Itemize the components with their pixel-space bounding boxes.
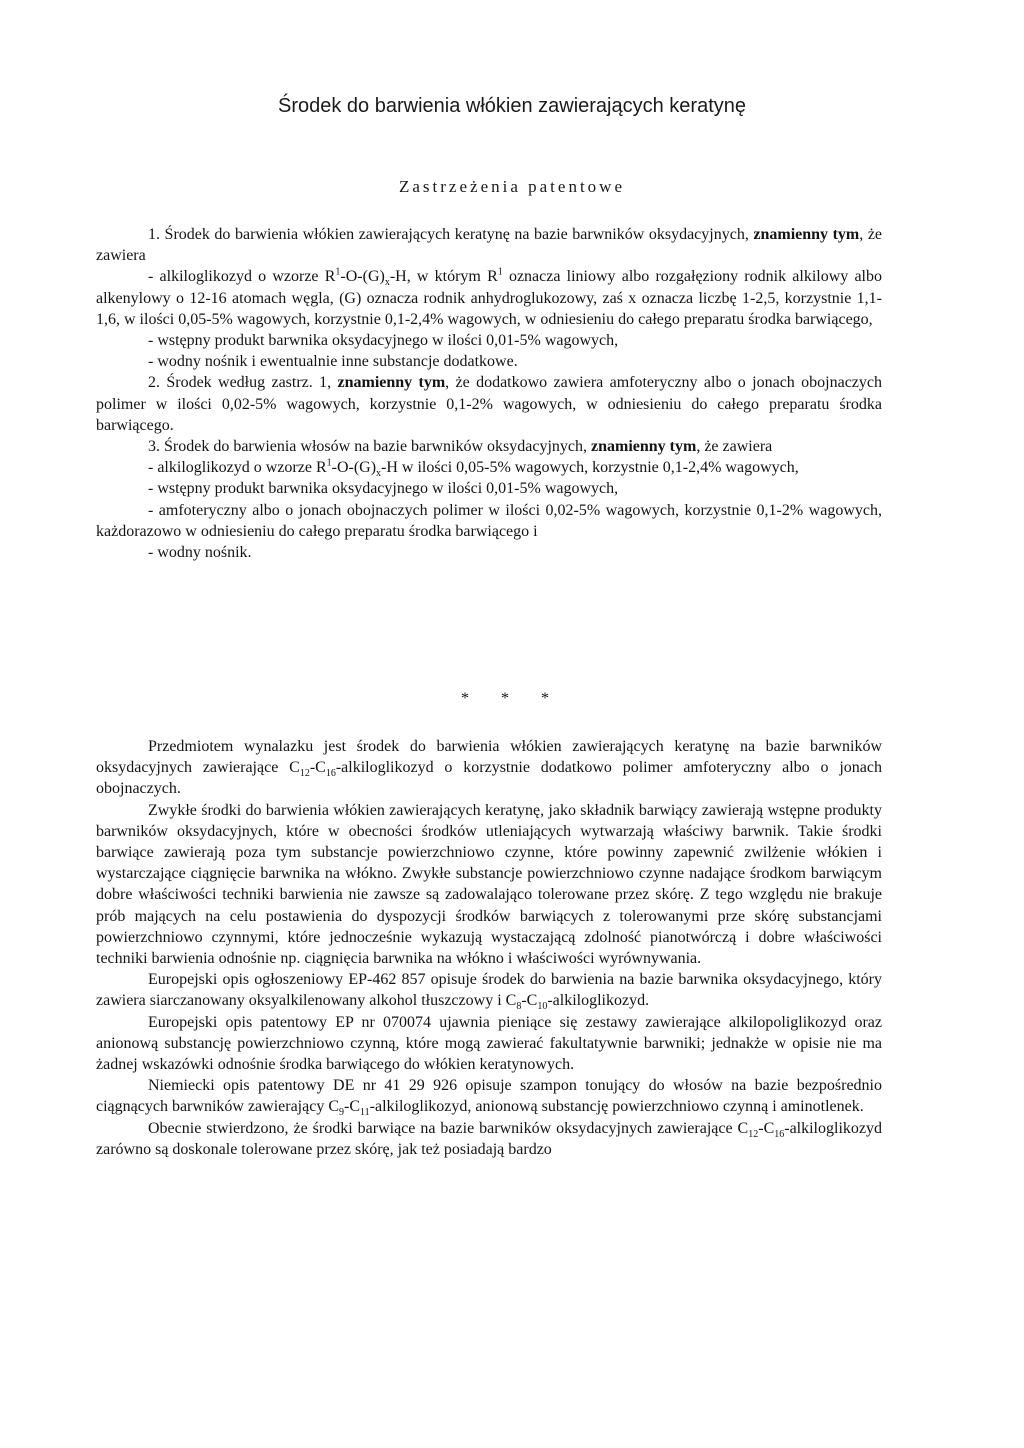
claim-text: -O-(G) [340, 268, 385, 286]
paragraph-text: Europejski opis ogłoszeniowy EP-462 857 opisuje środek do barwienia na bazie barwnika oksydacyjnego, który zawiera siarczanowany oksyalkilenowany alkohol tłuszczowy i C [96, 971, 882, 1010]
claim-text: Środek do barwienia włókien zawierających keratynę na bazie barwników oksydacyjnych, [160, 226, 754, 243]
subscript: 10 [537, 1001, 548, 1013]
claims-heading: Zastrzeżenia patentowe [399, 177, 625, 196]
subscript: x [376, 468, 382, 480]
description-paragraph [96, 1075, 882, 1117]
claim-keyword: znamienny tym [753, 226, 860, 243]
claim-text: oznacza liniowy albo rozgałęziony rodnik alkilowy albo alkenylowy o 12-16 atomach węgla, (G) oznacza rodnik anhydroglukozowy, zaś x oznacza liczbę 1-2,5, korzystnie 1,1-1,6, w ilości 0,05-5% wagowych, korzystnie 0,1-2,4% wagowych, w odniesieniu do całego preparatu środka barwiącego, [96, 268, 882, 328]
claim-text: , że zawiera [96, 226, 883, 265]
claim-text: -H, w którym R [389, 268, 498, 286]
paragraph-text: -alkiloglikozyd. [547, 992, 650, 1010]
subscript: 16 [774, 1128, 785, 1140]
claim-1-item-1 [96, 266, 882, 330]
paragraph-text: Przedmiotem wynalazku jest środek do barwienia włókien zawierających keratynę na bazie barwników oksydacyjnych zawierające C [96, 738, 882, 777]
subscript: x [384, 277, 390, 289]
claim-number: 2. [148, 374, 160, 392]
superscript: 1 [335, 267, 341, 279]
claim-3-item-4: - wodny nośnik. [148, 544, 252, 562]
subscript: 9 [339, 1107, 344, 1119]
claim-number: 3. [148, 438, 160, 456]
claim-keyword: znamienny tym [337, 374, 446, 392]
paragraph-text: Niemiecki opis patentowy DE nr 41 29 926 opisuje szampon tonujący do włosów na bazie bezpośrednio ciągnących barwników zawierający C [96, 1077, 882, 1116]
subscript: 11 [360, 1107, 370, 1119]
superscript: 1 [497, 267, 503, 279]
claim-number: 1. [148, 226, 160, 243]
paragraph-text: -C [521, 992, 538, 1010]
subscript: 8 [516, 1001, 522, 1013]
subscript: 12 [748, 1128, 759, 1140]
claim-text: , że zawiera [696, 438, 773, 456]
superscript: 1 [326, 457, 332, 469]
paragraph-text: -alkiloglikozyd o korzystnie dodatkowo polimer amfoteryczny albo o jonach obojnaczych. [96, 759, 882, 798]
claim-keyword: znamienny tym [591, 438, 697, 456]
description-section [96, 736, 882, 1160]
claim-1-intro [96, 224, 882, 266]
description-paragraph [96, 1118, 882, 1160]
claim-2 [96, 372, 882, 436]
claim-1-item-3: - wodny nośnik i ewentualnie inne substancje dodatkowe. [148, 353, 518, 371]
paragraph-text: Obecnie stwierdzono, że środki barwiące na bazie barwników oksydacyjnych zawierające C [148, 1119, 749, 1137]
paragraph-text: -C [309, 759, 326, 777]
claim-3-item-3: - amfoteryczny albo o jonach obojnaczych polimer w ilości 0,02-5% wagowych, korzystnie 0,1-2% wagowych, każdorazowo w odniesieniu do całego preparatu środka barwiącego i [96, 501, 882, 540]
description-paragraph [96, 969, 882, 1011]
document-title: Środek do barwienia włókien zawierających keratynę [277, 95, 747, 117]
claim-text: , że dodatkowo zawiera amfoteryczny albo o jonach obojnaczych polimer w ilości 0,02-5% wagowych, korzystnie 0,1-2% wagowych, w odniesieniu do całego preparatu środka barwiącego. [96, 374, 883, 434]
paragraph-text: -alkiloglikozyd, anionową substancję powierzchniowo czynną i aminotlenek. [369, 1098, 864, 1116]
section-separator: * * * [461, 690, 563, 707]
claim-text: -O-(G) [331, 459, 377, 477]
claims-section [96, 224, 882, 563]
paragraph-text: -C [758, 1119, 775, 1137]
claim-1-item-2: - wstępny produkt barwnika oksydacyjnego w ilości 0,01-5% wagowych, [148, 332, 619, 350]
claim-3-intro [96, 436, 882, 457]
claim-3-item-2: - wstępny produkt barwnika oksydacyjnego w ilości 0,01-5% wagowych, [148, 480, 619, 498]
claim-text: - alkiloglikozyd o wzorze R [148, 459, 327, 477]
claim-text: Środek według zastrz. 1, [160, 374, 338, 392]
description-paragraph [96, 736, 882, 800]
paragraph-text: -alkiloglikozyd zarówno są doskonale tolerowane przez skórę, jak też posiadają bardzo [96, 1119, 882, 1158]
claim-text: Środek do barwienia włosów na bazie barwników oksydacyjnych, [160, 438, 591, 456]
claim-text: -H w ilości 0,05-5% wagowych, korzystnie 0,1-2,4% wagowych, [381, 459, 799, 477]
description-paragraph: Europejski opis patentowy EP nr 070074 ujawnia pieniące się zestawy zawierające alkilopoliglikozyd oraz anionową substancję powierzchniowo czynną, które mogą zawierać fakultatywnie barwniki; jednakże w opisie nie ma żadnej wskazówki odnośnie środka barwiącego do włókien keratynowych. [96, 1013, 882, 1074]
claim-text: - alkiloglikozyd o wzorze R [148, 268, 336, 286]
description-paragraph: Zwykłe środki do barwienia włókien zawierających keratynę, jako składnik barwiący zawierają wstępne produkty barwników oksydacyjnych, które w obecności środków utleniających wytwarzają właściwy barwnik. Takie środki barwiące zawierają poza tym substancje powierzchniowo czynne, które powinny zapewnić zwilżenie włókien i wystarczające ciągnięcie barwnika na włókno. Zwykłe substancje powierzchniowo czynne nadające środkom barwiącym dobre właściwości techniki barwienia nie zawsze są zadowalająco tolerowane przez skórę. Z tego względu nie brakuje prób mających na celu postawienia do dyspozycji środków barwiących z tolerowanymi prze skórę substancjami powierzchniowo czynnymi, które jednocześnie wykazują wystaczającą zdolność pianotwórczą i dobre właściwości techniki barwienia odnośnie np. ciągnięcia barwnika na włókno i właściwości wyrównywania. [96, 801, 882, 968]
subscript: 12 [299, 768, 310, 780]
paragraph-text: -C [344, 1098, 360, 1116]
subscript: 16 [325, 768, 336, 780]
claim-3-item-1 [96, 457, 882, 478]
